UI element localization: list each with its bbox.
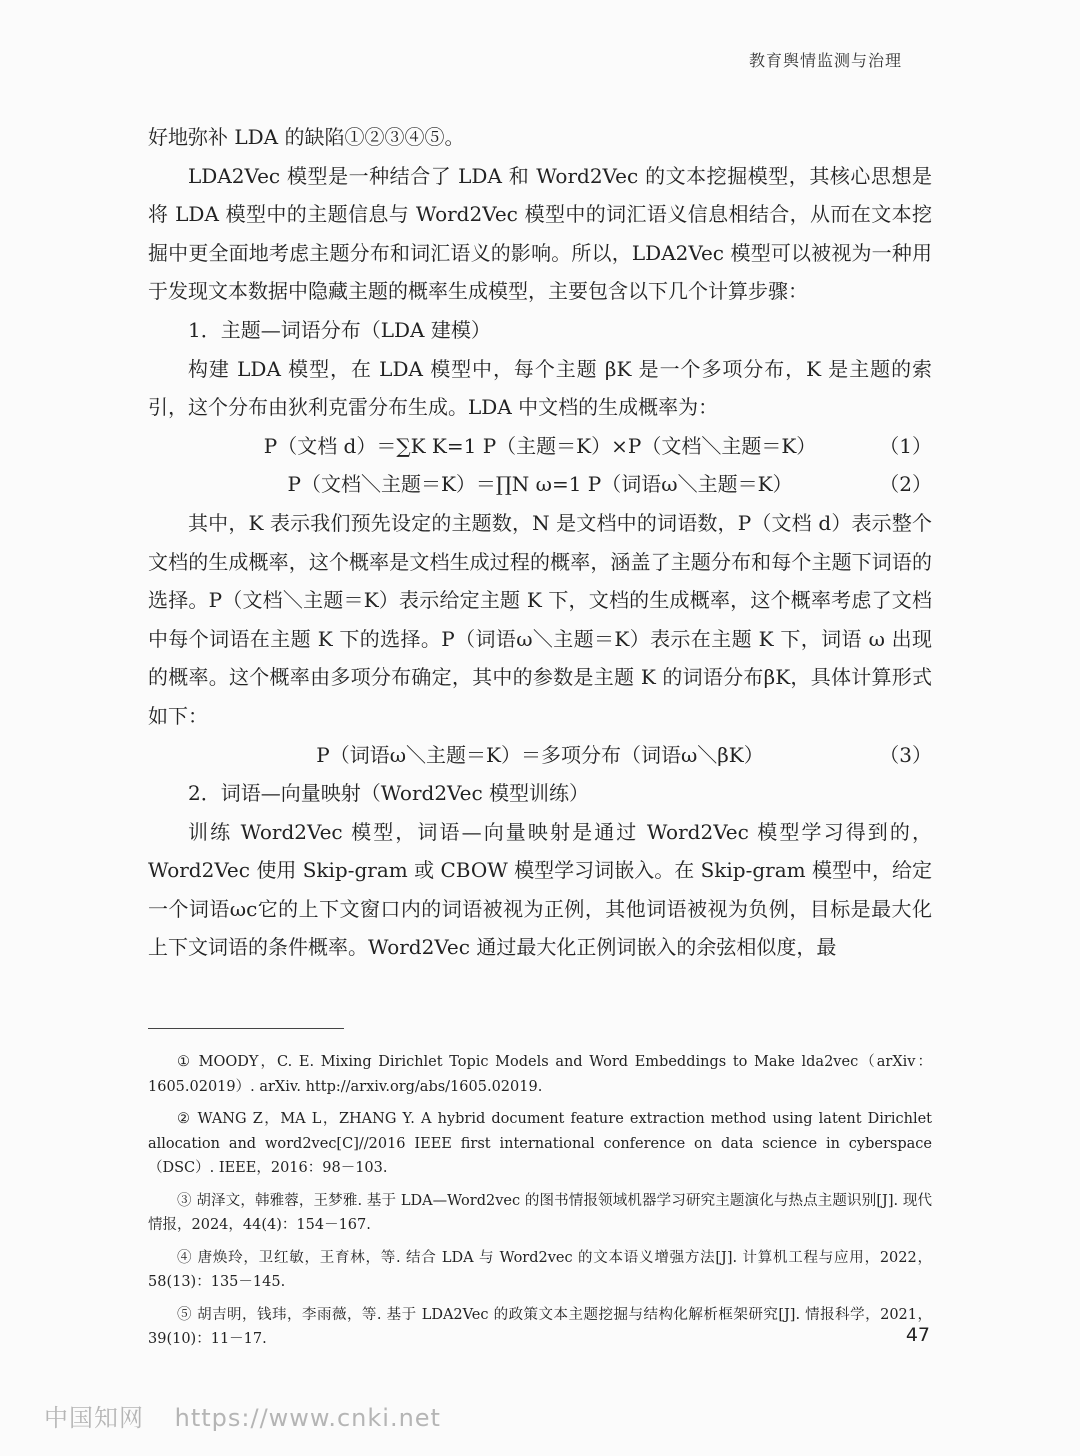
- footnote-3: ③ 胡泽文，韩雅蓉，王梦雅. 基于 LDA—Word2vec 的图书情报领域机器学习研究主题演化与热点主题识别[J]. 现代情报，2024，44(4)：154－167.: [148, 1192, 932, 1233]
- section-heading-2: 2．词语—向量映射（Word2Vec 模型训练）: [188, 781, 590, 806]
- footnote-2: ② WANG Z，MA L，ZHANG Y. A hybrid document feature extraction method using latent Dirichlet allocation and word2vec[C]//2016 IEEE first international conference on data science in cyberspace（DSC）. IEEE，2016：98－103.: [148, 1111, 932, 1176]
- running-header: 教育舆情监测与治理: [748, 51, 902, 70]
- formula-2-expression: P（文档＼主题＝K）＝∏N ω=1 P（词语ω＼主题＝K）: [287, 472, 793, 497]
- watermark: [44, 1398, 441, 1433]
- formula-2: [148, 465, 932, 504]
- paragraph-1: 好地弥补 LDA 的缺陷①②③④⑤。: [148, 125, 465, 149]
- section-heading-1: 1．主题—词语分布（LDA 建模）: [188, 317, 491, 342]
- footnote-5: ⑤ 胡吉明，钱玮，李雨薇，等. 基于 LDA2Vec 的政策文本主题挖掘与结构化解析框架研究[J]. 情报科学，2021，39(10)：11－17.: [148, 1306, 932, 1347]
- footnote-4: ④ 唐焕玲，卫红敏，王育林，等. 结合 LDA 与 Word2vec 的文本语义增强方法[J]. 计算机工程与应用，2022，58(13)：135－145.: [148, 1249, 932, 1290]
- formula-3-number: （3）: [879, 742, 932, 767]
- paragraph-3: 构建 LDA 模型，在 LDA 模型中，每个主题 βK 是一个多项分布，K 是主题的索引，这个分布由狄利克雷分布生成。LDA 中文档的生成概率为：: [148, 356, 932, 420]
- article-body: [148, 118, 932, 967]
- footnote-1: ① MOODY，C. E. Mixing Dirichlet Topic Models and Word Embeddings to Make lda2vec（arXiv：1605.02019）. arXiv. http://arxiv.org/abs/1605.02019.: [148, 1054, 932, 1095]
- formula-1: [148, 427, 932, 466]
- formula-1-number: （1）: [879, 433, 932, 458]
- watermark-brand: 中国知网: [44, 1404, 144, 1432]
- paragraph-4: 其中，K 表示我们预先设定的主题数，N 是文档中的词语数，P（文档 d）表示整个文档的生成概率，这个概率是文档生成过程的概率，涵盖了主题分布和每个主题下词语的选择。P（文档＼主题＝K）表示给定主题 K 下，文档的生成概率，这个概率考虑了文档中每个词语在主题 K 下的选择。P（词语ω＼主题＝K）表示在主题 K 下，词语 ω 出现的概率。这个概率由多项分布确定，其中的参数是主题 K 的词语分布βK，具体计算形式如下：: [148, 510, 932, 728]
- formula-2-number: （2）: [879, 472, 932, 497]
- footnote-divider: [148, 1028, 344, 1029]
- formula-3: [148, 736, 932, 775]
- paragraph-5: 训练 Word2Vec 模型，词语—向量映射是通过 Word2Vec 模型学习得到的，Word2Vec 使用 Skip-gram 或 CBOW 模型学习词嵌入。在 Skip-gram 模型中，给定一个词语ωc它的上下文窗口内的词语被视为正例，其他词语被视为负例，目标是最大化上下文词语的条件概率。Word2Vec 通过最大化正例词嵌入的余弦相似度，最: [148, 819, 932, 960]
- footnotes: [148, 1050, 932, 1360]
- formula-1-expression: P（文档 d）＝∑K K=1 P（主题＝K）×P（文档＼主题＝K）: [263, 433, 817, 458]
- page-number: 47: [905, 1324, 930, 1346]
- watermark-url: https://www.cnki.net: [174, 1404, 441, 1432]
- paragraph-2: LDA2Vec 模型是一种结合了 LDA 和 Word2Vec 的文本挖掘模型，其核心思想是将 LDA 模型中的主题信息与 Word2Vec 模型中的词汇语义信息相结合，从而在文本挖掘中更全面地考虑主题分布和词汇语义的影响。所以，LDA2Vec 模型可以被视为一种用于发现文本数据中隐藏主题的概率生成模型，主要包含以下几个计算步骤：: [148, 163, 932, 304]
- formula-3-expression: P（词语ω＼主题＝K）＝多项分布（词语ω＼βK）: [316, 742, 764, 767]
